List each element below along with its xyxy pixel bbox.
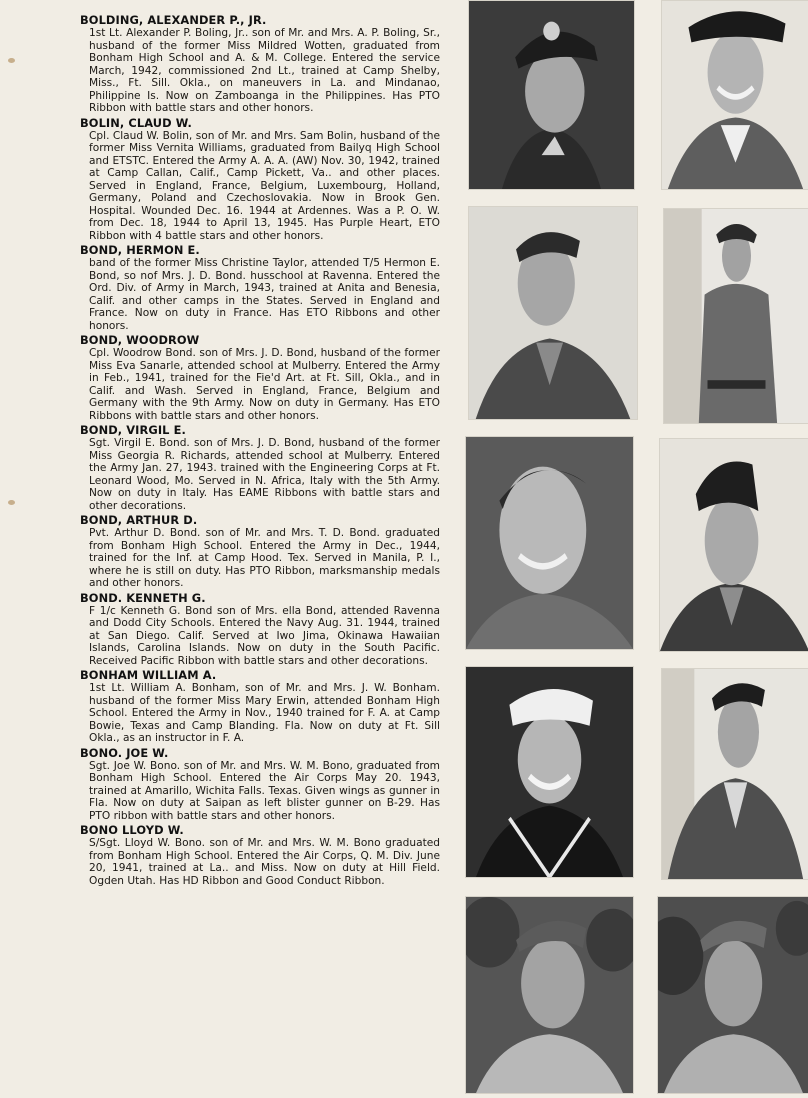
entry-name: BOND, ARTHUR D. [80,513,198,527]
entry [80,244,440,332]
entry [80,14,440,115]
binder-hole [8,58,15,63]
portrait-photo [663,208,808,424]
officer-cap-portrait-icon [469,1,634,189]
smiling-officer-cap-portrait-icon [662,1,808,189]
binder-hole [8,500,15,505]
entry-name: BOND, HERMON E. [80,243,200,257]
standing-soldier-full-length-icon [664,209,808,423]
portrait-photo [465,436,634,650]
soldier-outdoor-portrait-icon [466,897,633,1093]
entry-body: Cpl. Woodrow Bond. son of Mrs. J. D. Bond, husband of the former Miss Eva Sanarle, attended school at Mulberry. Entered the Army in Feb., 1941, trained for the Fie'd Art. at Ft. Sill, Okla., and in Calif. and Wash. Served in England, France, Belgium and Germany with the 9th Army. Now on duty in Germany. Has ETO Ribbons with battle stars and other honors. [89,347,440,422]
binder-holes [8,0,18,1098]
officer-garrison-cap-portrait-icon [662,669,808,879]
entry-body: Sgt. Joe W. Bono. son of Mr. and Mrs. W. M. Bono, graduated from Bonham High School. Entered the Air Corps May 20. 1943, trained at Amarillo, Wichita Falls. Texas. Given wings as gunner in Fla. Now on duty at Saipan as left blister gunner on B-29. Has PTO ribbon with battle stars and other honors. [89,759,440,822]
entry-body: F 1/c Kenneth G. Bond son of Mrs. ella Bond, attended Ravenna and Dodd City Schools. Entered the Navy Aug. 31. 1944, trained at San Diego. Calif. Served at Iwo Jima, Okinawa Hawaiian Islands, Carolina Islands. Now on duty in the South Pacific. Received Pacific Ribbon with battle stars and other decorations. [89,604,440,667]
entry [80,669,440,745]
garrison-cap-portrait-icon [469,207,637,419]
soldier-outdoor-portrait-2-icon [658,897,808,1093]
entry-name: BOND, WOODROW [80,333,200,347]
entry-body: Pvt. Arthur D. Bond. son of Mr. and Mrs. T. D. Bond. graduated from Bonham High School. Entered the Army in Dec., 1944, trained for the Inf. at Camp Hood. Tex. Served in Manila, P. I., where he is still on duty. Has PTO Ribbon, marksmanship medals and other honors. [89,527,440,589]
entry [80,514,440,590]
entry-body: Cpl. Claud W. Bolin, son of Mr. and Mrs. Sam Bolin, husband of the former Miss Vernita Williams, graduated from Bailyq High School and ETSTC. Entered the Army A. A. A. (AW) Nov. 30, 1942, trained at Camp Callan, Calif., Camp Pickett, Va.. and other places. Served in England, France, Belgium, Luxembourg, Holland, Germany, Poland and Czechoslovakia. Now in Brook Gen. Hospital. Wounded Dec. 16. 1944 at Ardennes. Was a P. O. W. from Dec. 18, 1944 to April 13, 1945. Has Purple Heart, ETO Ribbon with 4 battle stars and other honors. [89,129,440,242]
entry [80,592,440,668]
entry-name: BONHAM WILLIAM A. [80,668,217,682]
portrait-photo [661,668,808,880]
portrait-photo [659,438,808,652]
portrait-photo [468,0,635,190]
entry [80,117,440,243]
portrait-photo [465,666,634,878]
portrait-grid [465,0,808,1098]
entry-name: BONO. JOE W. [80,745,169,760]
entry-name: BONO LLOYD W. [80,823,184,837]
entry-body: 1st Lt. Alexander P. Boling, Jr.. son of Mr. and Mrs. A. P. Boling, Sr., husband of the former Miss Mildred Wotten, graduated from Bonham High School and A. & M. College. Entered the service March, 1942, commissioned 2nd Lt., trained at Camp Shelby, Miss., Ft. Sill. Okla., on maneuvers in La. and Mindanao, Philippine Is. Now on Zamboanga in the Philippines. Has PTO Ribbon with battle stars and other honors. [89,27,440,114]
entry-name: BOLDING, ALEXANDER P., JR. [80,13,267,27]
entry [80,334,440,422]
sailor-white-cap-portrait-icon [466,667,633,877]
smiling-soldier-portrait-icon [466,437,633,649]
entry [80,424,440,512]
entry-body: Sgt. Virgil E. Bond. son of Mrs. J. D. Bond, husband of the former Miss Georgia R. Richards, attended school at Mulberry. Entered the Army Jan. 27, 1943. trained with the Engineering Corps at Ft. Leonard Wood, Mo. Served in N. Africa, Italy with the 5th Army. Now on duty in Italy. Has EAME Ribbons with battle stars and other decorations. [89,437,440,512]
portrait-photo [661,0,808,190]
entry-name: BOLIN, CLAUD W. [80,115,192,130]
entry-name: BOND, VIRGIL E. [80,423,186,437]
entry-name: BOND. KENNETH G. [80,590,206,605]
biography-column [80,14,440,889]
entry-body: S/Sgt. Lloyd W. Bono. son of Mr. and Mrs. W. M. Bono graduated from Bonham High School. Entered the Air Corps, Q. M. Div. June 20, 1941, trained at La.. and Miss. Now on duty at Hill Field. Ogden Utah. Has HD Ribbon and Good Conduct Ribbon. [89,837,440,887]
portrait-photo [657,896,808,1094]
entry-body: 1st Lt. William A. Bonham, son of Mr. and Mrs. J. W. Bonham. husband of the former Miss Mary Erwin, attended Bonham High School. Entered the Army in Nov., 1940 trained for F. A. at Camp Bowie, Texas and Camp Blanding. Fla. Now on duty at Ft. Sill Okla., as an instructor in F. A. [89,682,440,744]
portrait-photo [468,206,638,420]
entry-body: band of the former Miss Christine Taylor, attended T/5 Hermon E. Bond, so nof Mrs. J. D. Bond. husschool at Ravenna. Entered the Ord. Div. of Army in March, 1943, trained at Anita and Benesia, Calif. and other camps in the States. Served in England and France. Now on duty in France. Has ETO Ribbons and other honors. [89,257,440,332]
garrison-cap-profile-portrait-icon [660,439,808,651]
entry [80,824,440,887]
entry [80,747,440,823]
portrait-photo [465,896,634,1094]
